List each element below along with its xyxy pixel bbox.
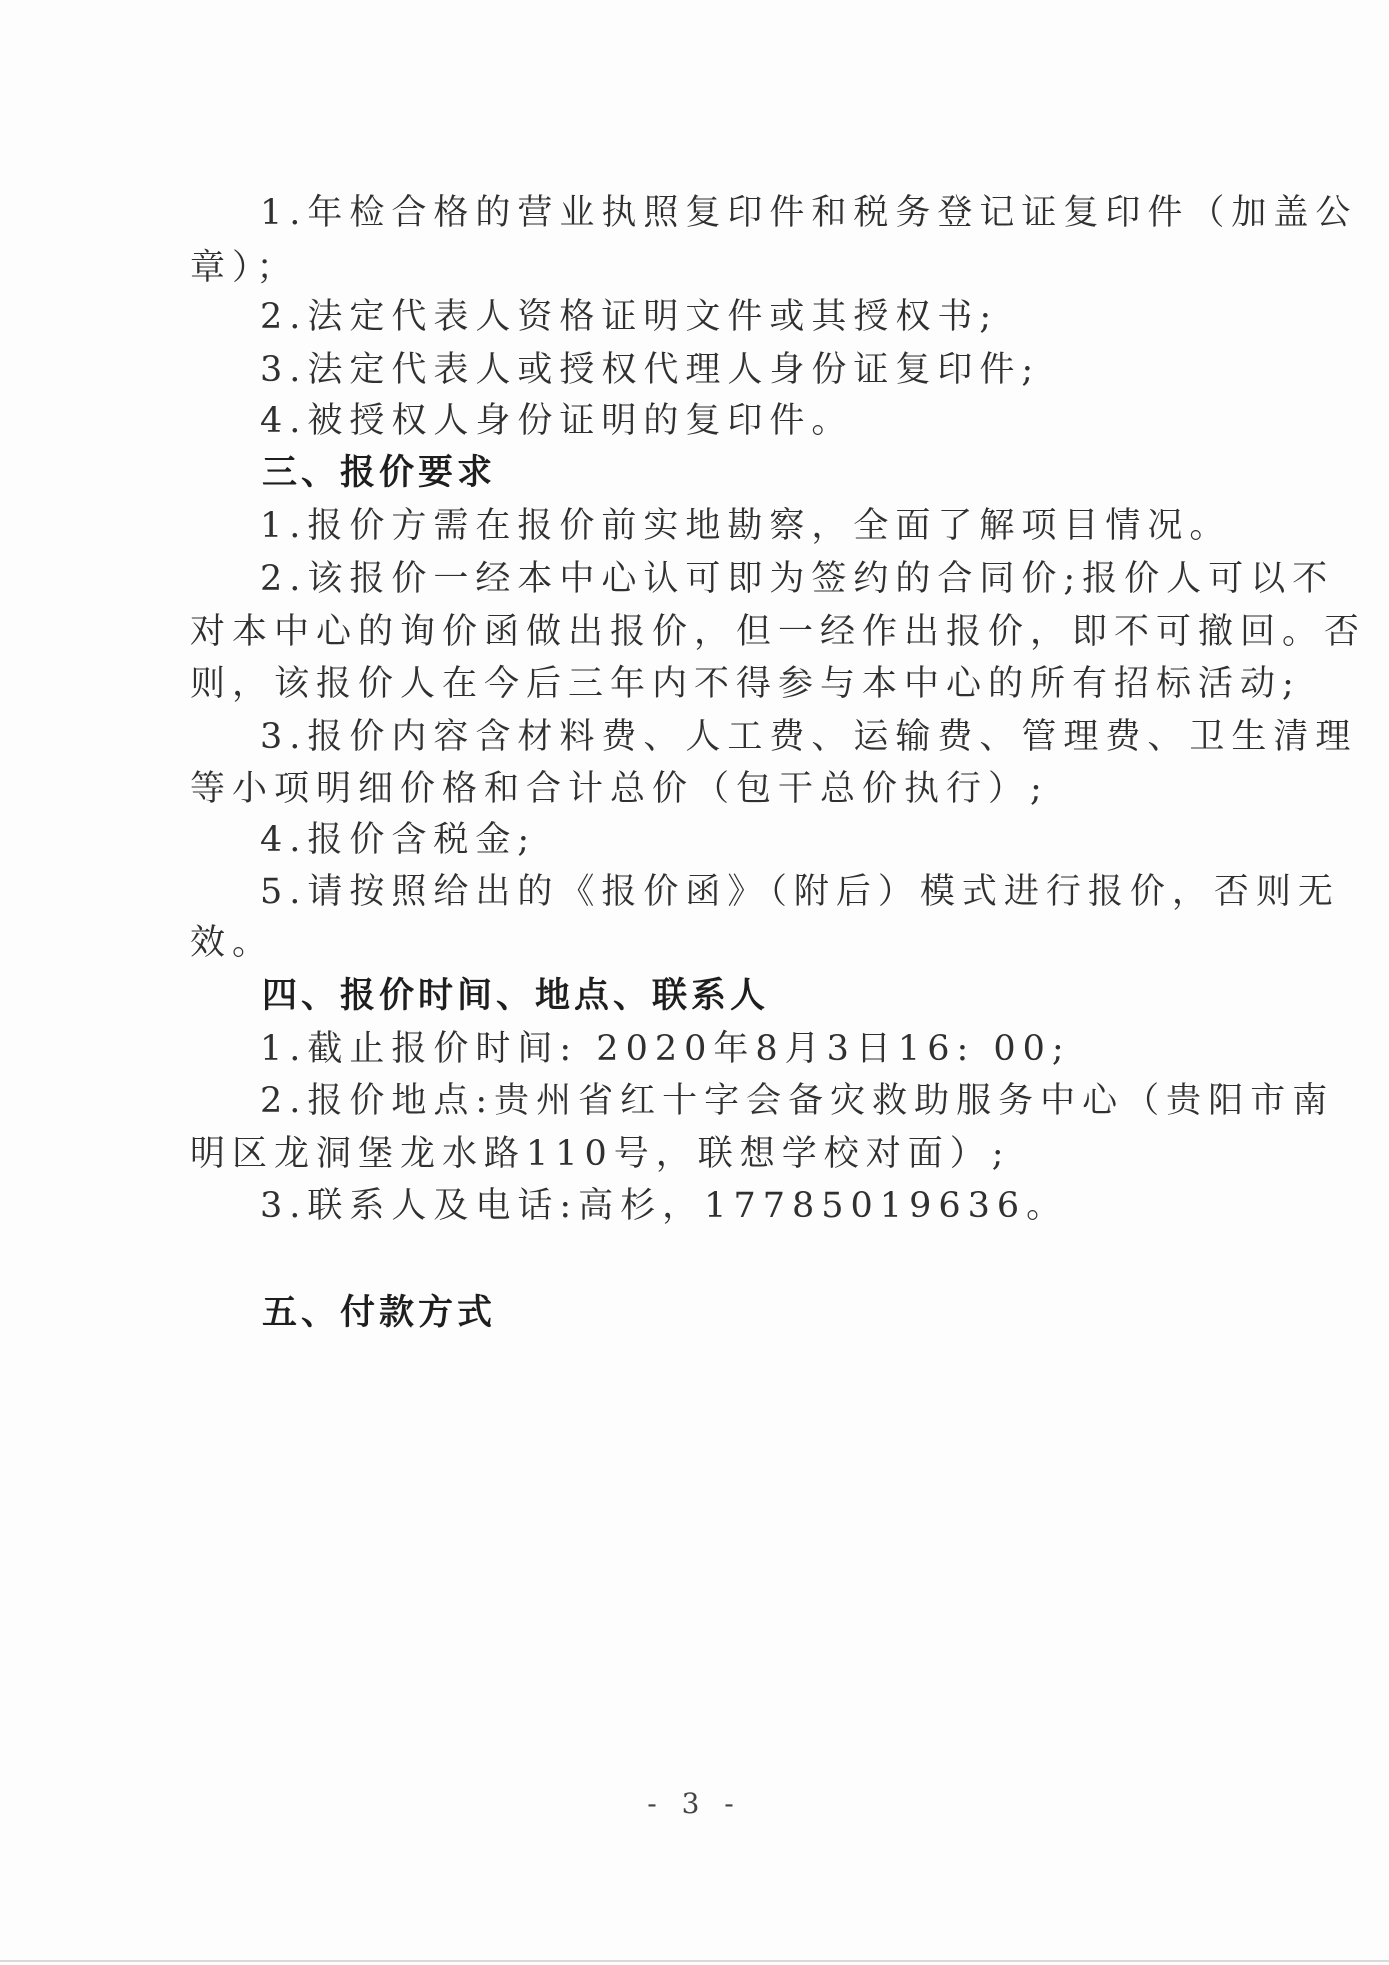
- list-item-site-survey: 1.报价方需在报价前实地勘察，全面了解项目情况。: [260, 506, 1232, 546]
- list-item-tax-included: 4.报价含税金;: [260, 820, 537, 860]
- list-item-contract-price-cont-1: 对本中心的询价函做出报价，但一经作出报价，即不可撤回。否: [190, 612, 1367, 652]
- page-number: - 3 -: [647, 1787, 742, 1820]
- list-item-quote-content: 3.报价内容含材料费、人工费、运输费、管理费、卫生清理: [260, 717, 1358, 757]
- list-item-authorized-id: 4.被授权人身份证明的复印件。: [260, 401, 854, 441]
- list-item-deadline: 1.截止报价时间: 2020年8月3日16: 00;: [260, 1029, 1071, 1069]
- list-item-contact: 3.联系人及电话:高杉，17785019636。: [260, 1186, 1069, 1226]
- list-item-id-copy: 3.法定代表人或授权代理人身份证复印件;: [260, 350, 1041, 390]
- list-item-business-license-cont: 章）；: [190, 248, 299, 288]
- list-item-contract-price-cont-2: 则，该报价人在今后三年内不得参与本中心的所有招标活动;: [190, 664, 1301, 704]
- list-item-location: 2.报价地点:贵州省红十字会备灾救助服务中心（贵阳市南: [260, 1081, 1335, 1121]
- section-heading-payment-method: 五、付款方式: [262, 1293, 497, 1333]
- list-item-business-license: 1.年检合格的营业执照复印件和税务登记证复印件（加盖公: [260, 193, 1358, 233]
- section-heading-time-place-contact: 四、报价时间、地点、联系人: [262, 976, 770, 1016]
- section-heading-quote-requirements: 三、报价要求: [262, 453, 497, 493]
- list-item-legal-rep-certificate: 2.法定代表人资格证明文件或其授权书;: [260, 297, 999, 337]
- list-item-quote-form-cont: 效。: [190, 923, 275, 963]
- list-item-quote-form: 5.请按照给出的《报价函》（附后）模式进行报价，否则无: [260, 872, 1340, 912]
- list-item-location-cont: 明区龙洞堡龙水路110号，联想学校对面）;: [190, 1134, 1011, 1174]
- list-item-contract-price: 2.该报价一经本中心认可即为签约的合同价;报价人可以不: [260, 559, 1335, 599]
- bottom-rule: [0, 1960, 1389, 1962]
- list-item-quote-content-cont: 等小项明细价格和合计总价（包干总价执行）;: [190, 769, 1049, 809]
